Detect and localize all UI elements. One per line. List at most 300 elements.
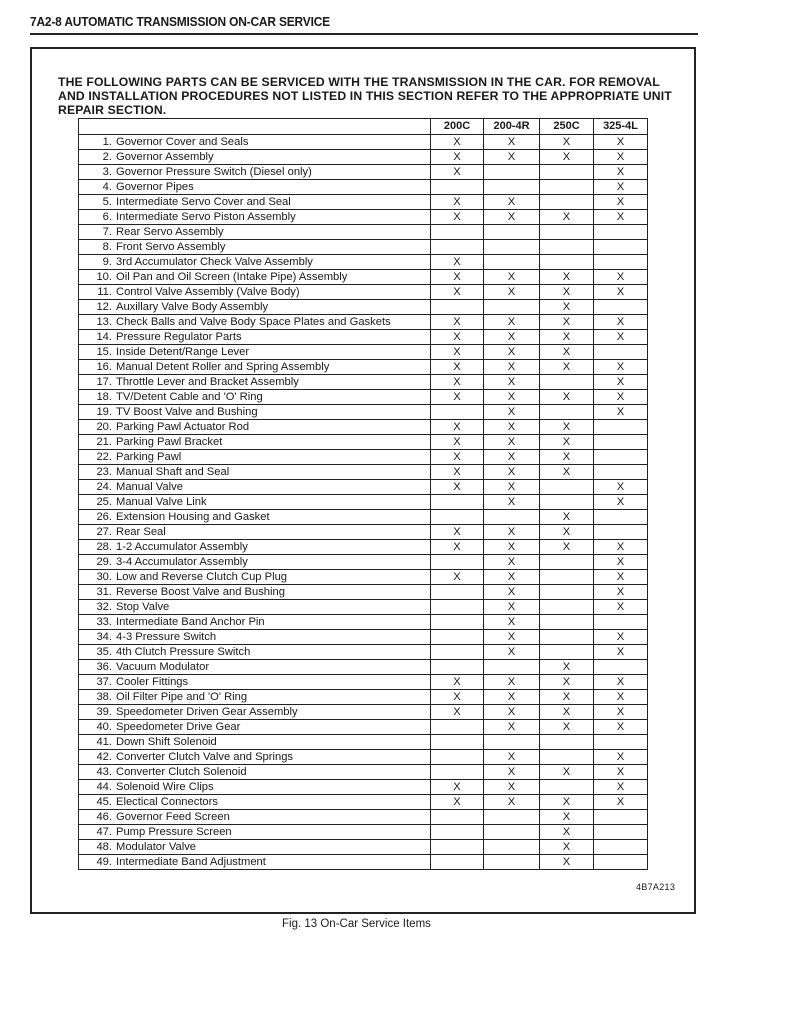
- availability-mark: [431, 495, 484, 510]
- part-name: Oil Filter Pipe and 'O' Ring: [116, 690, 248, 703]
- item-number: 24.: [96, 480, 112, 493]
- part-cell: [79, 165, 431, 180]
- availability-mark: X: [484, 480, 540, 495]
- availability-mark: X: [431, 690, 484, 705]
- availability-mark: X: [540, 150, 594, 165]
- part-cell: [79, 390, 431, 405]
- part-cell: [79, 645, 431, 660]
- availability-mark: X: [431, 570, 484, 585]
- availability-mark: X: [484, 600, 540, 615]
- table-row: [79, 780, 648, 795]
- part-cell: [79, 690, 431, 705]
- availability-mark: [484, 255, 540, 270]
- availability-mark: X: [484, 375, 540, 390]
- table-row: [79, 225, 648, 240]
- availability-mark: [594, 225, 648, 240]
- availability-mark: [540, 630, 594, 645]
- item-number: 23.: [96, 465, 112, 478]
- part-cell: [79, 195, 431, 210]
- part-cell: [79, 795, 431, 810]
- item-number: 13.: [96, 315, 112, 328]
- availability-mark: X: [540, 300, 594, 315]
- on-car-service-table: [78, 118, 648, 870]
- availability-mark: [431, 855, 484, 870]
- availability-mark: X: [594, 270, 648, 285]
- availability-mark: X: [594, 720, 648, 735]
- part-name: Manual Detent Roller and Spring Assembly: [116, 360, 330, 373]
- availability-mark: X: [431, 795, 484, 810]
- part-cell: [79, 270, 431, 285]
- availability-mark: [540, 180, 594, 195]
- availability-mark: X: [484, 465, 540, 480]
- availability-mark: X: [484, 585, 540, 600]
- item-number: 43.: [96, 765, 112, 778]
- availability-mark: X: [484, 780, 540, 795]
- page-header-title: 7A2-8 AUTOMATIC TRANSMISSION ON-CAR SERVICE: [30, 14, 330, 29]
- part-cell: [79, 840, 431, 855]
- table-row: [79, 630, 648, 645]
- availability-mark: X: [540, 270, 594, 285]
- availability-mark: [431, 630, 484, 645]
- table-row: [79, 735, 648, 750]
- availability-mark: X: [484, 150, 540, 165]
- availability-mark: X: [540, 720, 594, 735]
- availability-mark: X: [484, 450, 540, 465]
- item-number: 3.: [102, 165, 112, 178]
- availability-mark: [431, 810, 484, 825]
- part-name: Intermediate Servo Cover and Seal: [116, 195, 291, 208]
- availability-mark: X: [594, 480, 648, 495]
- part-column-header: [79, 119, 431, 135]
- availability-mark: X: [594, 675, 648, 690]
- availability-mark: X: [540, 705, 594, 720]
- availability-mark: [540, 495, 594, 510]
- availability-mark: X: [594, 210, 648, 225]
- table-row: [79, 270, 648, 285]
- figure-reference-code: 4B7A213: [636, 882, 676, 892]
- item-number: 47.: [96, 825, 112, 838]
- availability-mark: X: [431, 255, 484, 270]
- availability-mark: [540, 480, 594, 495]
- part-name: TV Boost Valve and Bushing: [116, 405, 258, 418]
- availability-mark: [594, 435, 648, 450]
- availability-mark: X: [484, 690, 540, 705]
- availability-mark: X: [540, 285, 594, 300]
- table-row: [79, 330, 648, 345]
- availability-mark: X: [594, 630, 648, 645]
- availability-mark: X: [431, 375, 484, 390]
- availability-mark: X: [594, 195, 648, 210]
- part-name: Intermediate Band Anchor Pin: [116, 615, 265, 628]
- availability-mark: X: [594, 750, 648, 765]
- part-name: Speedometer Driven Gear Assembly: [116, 705, 298, 718]
- part-cell: [79, 240, 431, 255]
- table-row: [79, 750, 648, 765]
- availability-mark: X: [594, 360, 648, 375]
- availability-mark: [540, 225, 594, 240]
- part-cell: [79, 735, 431, 750]
- table-row: [79, 855, 648, 870]
- part-cell: [79, 675, 431, 690]
- availability-mark: X: [484, 750, 540, 765]
- table-row: [79, 240, 648, 255]
- part-name: Manual Valve Link: [116, 495, 207, 508]
- table-row: [79, 255, 648, 270]
- availability-mark: [431, 735, 484, 750]
- part-cell: [79, 600, 431, 615]
- table-row: [79, 525, 648, 540]
- availability-mark: X: [594, 285, 648, 300]
- table-row: [79, 375, 648, 390]
- availability-mark: X: [431, 480, 484, 495]
- part-name: Front Servo Assembly: [116, 240, 226, 253]
- availability-mark: X: [484, 765, 540, 780]
- part-cell: [79, 405, 431, 420]
- table-row: [79, 210, 648, 225]
- availability-mark: X: [484, 540, 540, 555]
- part-name: 1-2 Accumulator Assembly: [116, 540, 248, 553]
- item-number: 10.: [96, 270, 112, 283]
- availability-mark: X: [540, 540, 594, 555]
- availability-mark: [540, 645, 594, 660]
- availability-mark: X: [540, 525, 594, 540]
- item-number: 32.: [96, 600, 112, 613]
- item-number: 29.: [96, 555, 112, 568]
- availability-mark: [540, 555, 594, 570]
- availability-mark: X: [431, 780, 484, 795]
- table-row: [79, 585, 648, 600]
- part-name: Pressure Regulator Parts: [116, 330, 242, 343]
- item-number: 9.: [102, 255, 112, 268]
- availability-mark: X: [431, 705, 484, 720]
- availability-mark: [594, 465, 648, 480]
- availability-mark: [484, 180, 540, 195]
- table-row: [79, 495, 648, 510]
- availability-mark: [484, 240, 540, 255]
- item-number: 4.: [102, 180, 112, 193]
- item-number: 14.: [96, 330, 112, 343]
- availability-mark: [484, 660, 540, 675]
- availability-mark: X: [540, 765, 594, 780]
- availability-mark: X: [431, 165, 484, 180]
- column-header-200-4r: 200-4R: [484, 119, 540, 135]
- item-number: 42.: [96, 750, 112, 763]
- availability-mark: X: [540, 345, 594, 360]
- availability-mark: X: [594, 795, 648, 810]
- item-number: 40.: [96, 720, 112, 733]
- availability-mark: [594, 825, 648, 840]
- availability-mark: [484, 165, 540, 180]
- availability-mark: X: [540, 210, 594, 225]
- availability-mark: X: [594, 150, 648, 165]
- availability-mark: [540, 585, 594, 600]
- availability-mark: X: [484, 405, 540, 420]
- availability-mark: X: [484, 720, 540, 735]
- availability-mark: [484, 510, 540, 525]
- part-cell: [79, 435, 431, 450]
- part-cell: [79, 540, 431, 555]
- availability-mark: X: [431, 345, 484, 360]
- part-cell: [79, 825, 431, 840]
- item-number: 44.: [96, 780, 112, 793]
- table-row: [79, 465, 648, 480]
- table-row: [79, 510, 648, 525]
- table-row: [79, 615, 648, 630]
- intro-paragraph: THE FOLLOWING PARTS CAN BE SERVICED WITH THE TRANSMISSION IN THE CAR. FOR REMOVAL AND INSTALLATION PROCEDURES NOT LISTED IN THIS SECTION REFER TO THE APPROPRIATE UNIT REPAIR SECTION.: [58, 75, 672, 117]
- availability-mark: X: [594, 780, 648, 795]
- availability-mark: X: [594, 405, 648, 420]
- item-number: 48.: [96, 840, 112, 853]
- part-name: Parking Pawl Actuator Rod: [116, 420, 250, 433]
- availability-mark: [594, 660, 648, 675]
- availability-mark: X: [540, 810, 594, 825]
- availability-mark: [594, 855, 648, 870]
- column-header-200c: 200C: [431, 119, 484, 135]
- item-number: 41.: [96, 735, 112, 748]
- availability-mark: X: [594, 585, 648, 600]
- table-row: [79, 315, 648, 330]
- part-name: Auxillary Valve Body Assembly: [116, 300, 269, 313]
- part-name: Rear Servo Assembly: [116, 225, 224, 238]
- availability-mark: X: [431, 435, 484, 450]
- availability-mark: X: [484, 420, 540, 435]
- item-number: 46.: [96, 810, 112, 823]
- item-number: 16.: [96, 360, 112, 373]
- table-row: [79, 420, 648, 435]
- availability-mark: [594, 240, 648, 255]
- availability-mark: [484, 825, 540, 840]
- availability-mark: X: [484, 525, 540, 540]
- availability-mark: [540, 735, 594, 750]
- availability-mark: X: [540, 135, 594, 150]
- availability-mark: [431, 405, 484, 420]
- item-number: 7.: [102, 225, 112, 238]
- table-row: [79, 540, 648, 555]
- part-cell: [79, 630, 431, 645]
- part-cell: [79, 570, 431, 585]
- part-name: Governor Assembly: [116, 150, 214, 163]
- availability-mark: X: [484, 675, 540, 690]
- table-row: [79, 195, 648, 210]
- part-cell: [79, 510, 431, 525]
- availability-mark: X: [594, 600, 648, 615]
- part-name: Vacuum Modulator: [116, 660, 210, 673]
- availability-mark: [594, 450, 648, 465]
- availability-mark: [431, 180, 484, 195]
- availability-mark: X: [540, 855, 594, 870]
- availability-mark: [540, 255, 594, 270]
- table-row: [79, 765, 648, 780]
- availability-mark: [594, 840, 648, 855]
- part-name: Control Valve Assembly (Valve Body): [116, 285, 300, 298]
- availability-mark: [431, 750, 484, 765]
- table-row: [79, 825, 648, 840]
- part-cell: [79, 360, 431, 375]
- availability-mark: X: [484, 390, 540, 405]
- availability-mark: [594, 255, 648, 270]
- part-name: Stop Valve: [116, 600, 170, 613]
- item-number: 26.: [96, 510, 112, 523]
- availability-mark: X: [431, 195, 484, 210]
- availability-mark: X: [484, 360, 540, 375]
- availability-mark: [484, 225, 540, 240]
- availability-mark: X: [431, 450, 484, 465]
- table-row: [79, 300, 648, 315]
- table-row: [79, 360, 648, 375]
- part-name: Converter Clutch Solenoid: [116, 765, 247, 778]
- item-number: 20.: [96, 420, 112, 433]
- availability-mark: [431, 825, 484, 840]
- table-row: [79, 135, 648, 150]
- availability-mark: X: [431, 465, 484, 480]
- availability-mark: [431, 645, 484, 660]
- table-row: [79, 150, 648, 165]
- item-number: 18.: [96, 390, 112, 403]
- availability-mark: [594, 810, 648, 825]
- availability-mark: X: [431, 525, 484, 540]
- part-cell: [79, 345, 431, 360]
- part-cell: [79, 330, 431, 345]
- part-cell: [79, 150, 431, 165]
- part-cell: [79, 375, 431, 390]
- header-divider: [30, 33, 698, 35]
- part-cell: [79, 420, 431, 435]
- availability-mark: X: [484, 330, 540, 345]
- availability-mark: X: [540, 390, 594, 405]
- availability-mark: [431, 840, 484, 855]
- part-name: Solenoid Wire Clips: [116, 780, 214, 793]
- availability-mark: [431, 240, 484, 255]
- availability-mark: X: [540, 330, 594, 345]
- availability-mark: X: [594, 375, 648, 390]
- availability-mark: [484, 840, 540, 855]
- availability-mark: [594, 510, 648, 525]
- availability-mark: [431, 660, 484, 675]
- part-cell: [79, 555, 431, 570]
- availability-mark: X: [594, 165, 648, 180]
- availability-mark: [594, 420, 648, 435]
- table-header-row: [79, 119, 648, 135]
- item-number: 25.: [96, 495, 112, 508]
- item-number: 37.: [96, 675, 112, 688]
- table-row: [79, 795, 648, 810]
- table-row: [79, 660, 648, 675]
- availability-mark: X: [484, 210, 540, 225]
- item-number: 30.: [96, 570, 112, 583]
- part-name: Down Shift Solenoid: [116, 735, 217, 748]
- part-cell: [79, 135, 431, 150]
- availability-mark: [484, 855, 540, 870]
- table-row: [79, 480, 648, 495]
- part-name: Check Balls and Valve Body Space Plates and Gaskets: [116, 315, 391, 328]
- availability-mark: X: [431, 390, 484, 405]
- part-name: Intermediate Band Adjustment: [116, 855, 266, 868]
- availability-mark: [594, 735, 648, 750]
- part-name: Electical Connectors: [116, 795, 218, 808]
- availability-mark: X: [431, 540, 484, 555]
- availability-mark: X: [484, 555, 540, 570]
- availability-mark: X: [594, 135, 648, 150]
- item-number: 5.: [102, 195, 112, 208]
- availability-mark: X: [594, 330, 648, 345]
- availability-mark: X: [594, 765, 648, 780]
- table-row: [79, 390, 648, 405]
- item-number: 19.: [96, 405, 112, 418]
- part-cell: [79, 495, 431, 510]
- part-name: Parking Pawl Bracket: [116, 435, 223, 448]
- item-number: 8.: [102, 240, 112, 253]
- part-name: Manual Valve: [116, 480, 183, 493]
- availability-mark: [594, 345, 648, 360]
- part-name: 4th Clutch Pressure Switch: [116, 645, 251, 658]
- availability-mark: X: [540, 465, 594, 480]
- item-number: 17.: [96, 375, 112, 388]
- item-number: 11.: [97, 285, 112, 298]
- part-name: 3-4 Accumulator Assembly: [116, 555, 248, 568]
- item-number: 34.: [96, 630, 112, 643]
- column-header-250c: 250C: [540, 119, 594, 135]
- item-number: 39.: [96, 705, 112, 718]
- part-name: 3rd Accumulator Check Valve Assembly: [116, 255, 313, 268]
- table-row: [79, 165, 648, 180]
- part-name: Governor Pipes: [116, 180, 194, 193]
- item-number: 35.: [96, 645, 112, 658]
- table-body: [79, 135, 648, 870]
- availability-mark: [484, 735, 540, 750]
- table-row: [79, 600, 648, 615]
- availability-mark: [431, 510, 484, 525]
- part-cell: [79, 525, 431, 540]
- availability-mark: X: [431, 315, 484, 330]
- part-cell: [79, 465, 431, 480]
- column-header-325-4l: 325-4L: [594, 119, 648, 135]
- part-name: Governor Feed Screen: [116, 810, 230, 823]
- availability-mark: [540, 750, 594, 765]
- availability-mark: X: [594, 495, 648, 510]
- availability-mark: [594, 615, 648, 630]
- part-cell: [79, 450, 431, 465]
- availability-mark: X: [594, 180, 648, 195]
- availability-mark: X: [431, 270, 484, 285]
- availability-mark: X: [484, 270, 540, 285]
- availability-mark: X: [540, 795, 594, 810]
- availability-mark: X: [431, 150, 484, 165]
- availability-mark: X: [431, 420, 484, 435]
- availability-mark: X: [594, 705, 648, 720]
- part-cell: [79, 210, 431, 225]
- availability-mark: X: [431, 285, 484, 300]
- part-cell: [79, 615, 431, 630]
- item-number: 6.: [102, 210, 112, 223]
- availability-mark: X: [484, 615, 540, 630]
- availability-mark: X: [484, 315, 540, 330]
- availability-mark: [540, 165, 594, 180]
- availability-mark: X: [484, 435, 540, 450]
- availability-mark: [540, 780, 594, 795]
- part-cell: [79, 720, 431, 735]
- part-name: 4-3 Pressure Switch: [116, 630, 217, 643]
- availability-mark: X: [594, 315, 648, 330]
- availability-mark: X: [540, 435, 594, 450]
- availability-mark: [540, 615, 594, 630]
- availability-mark: X: [540, 420, 594, 435]
- item-number: 38.: [96, 690, 112, 703]
- table-row: [79, 555, 648, 570]
- availability-mark: [431, 720, 484, 735]
- part-name: Manual Shaft and Seal: [116, 465, 230, 478]
- part-name: Oil Pan and Oil Screen (Intake Pipe) Assembly: [116, 270, 348, 283]
- availability-mark: X: [594, 570, 648, 585]
